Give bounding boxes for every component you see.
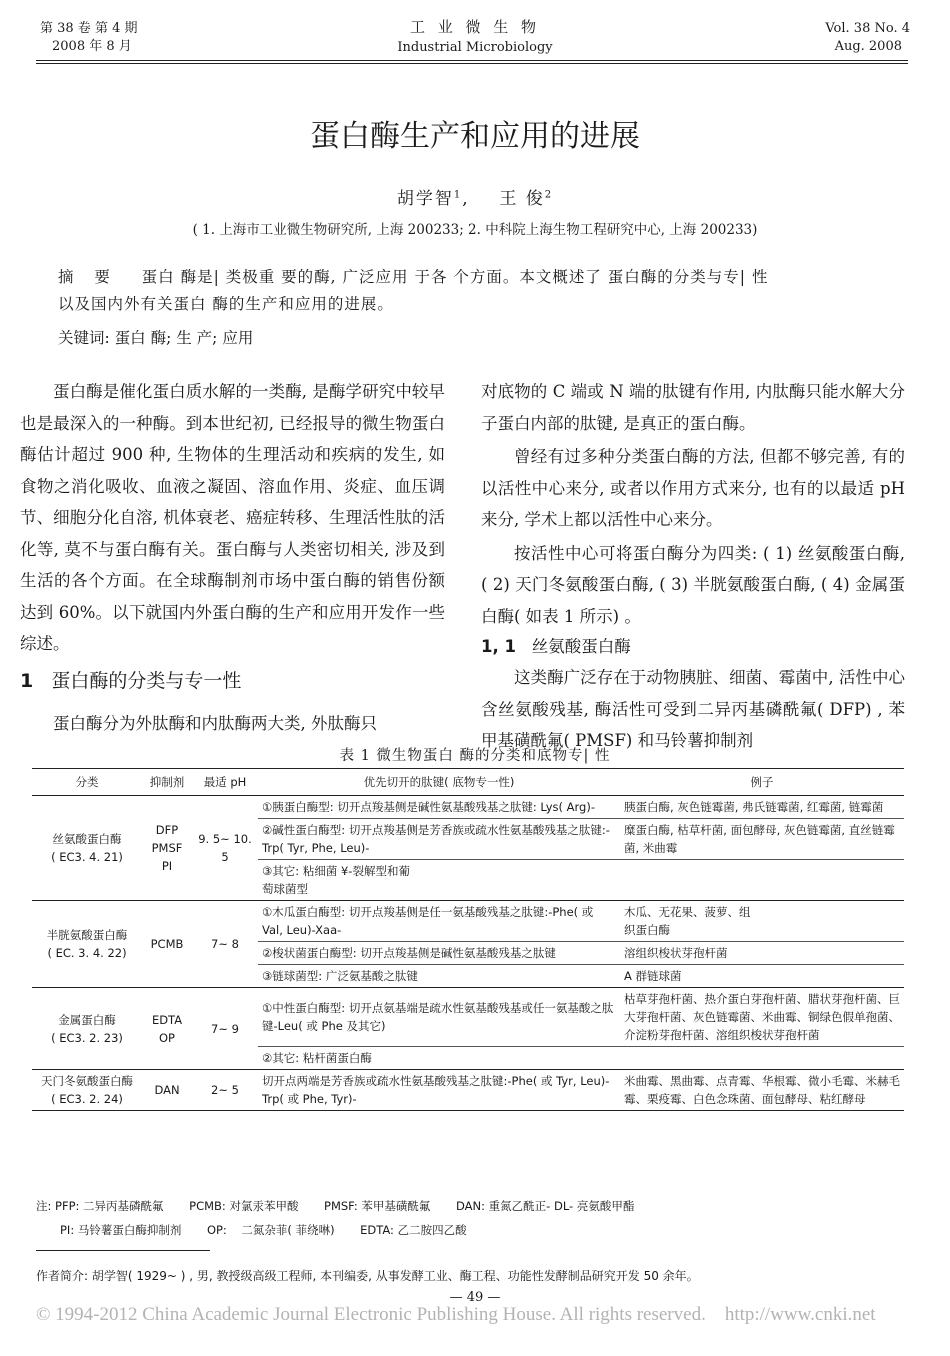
right-para-4: 这类酶广泛存在于动物胰脏、细菌、霉菌中, 活性中心含丝氨酸残基, 酶活性可受到二异丙基磷酰氟( DFP) , 苯甲基磺酰氟( PMSF) 和马铃薯抑制剂 <box>481 668 905 750</box>
metallo-ec: ( EC3. 2. 23) <box>51 1030 123 1045</box>
page-number: — 49 — <box>449 1290 501 1305</box>
author-line <box>0 184 950 209</box>
footnote-rule <box>36 1250 210 1251</box>
serine-ph: 9. 5~ 10. 5 <box>192 796 258 901</box>
serine-example-2: 糜蛋白酶, 枯草杆菌, 面包酵母, 灰色链霉菌, 直丝链霉菌, 米曲霉 <box>620 819 904 860</box>
table-row <box>32 1070 904 1111</box>
header-journal-en: Industrial Microbiology <box>397 40 553 55</box>
cysteine-inhibitor: PCMB <box>142 901 192 988</box>
serine-spec-2: ②碱性蛋白酶型: 切开点羧基侧是芳香族或疏水性氨基酸残基之肽键:-Trp( Tyr, Phe, Leu)- <box>258 819 620 860</box>
col-header-inhibitor: 抑制剂 <box>142 769 192 796</box>
serine-example-1: 胰蛋白酶, 灰色链霉菌, 弗氏链霉菌, 红霉菌, 链霉菌 <box>620 796 904 819</box>
header-journal-cn: 工 业 微 生 物 <box>409 18 541 36</box>
cysteine-ec: ( EC. 3. 4. 22) <box>47 946 127 960</box>
metallo-class-cell <box>32 988 142 1070</box>
cysteine-spec-2: ②梭状菌蛋白酶型: 切开点羧基侧是碱性氨基酸残基之肽键 <box>258 942 620 965</box>
metallo-inhibitor: EDTA OP <box>142 988 192 1070</box>
right-para-1: 对底物的 C 端或 N 端的肽键有作用, 内肽酶只能水解大分子蛋白内部的肽键, 是真正的蛋白酶。 <box>481 382 905 433</box>
abstract-line-2: 以及国内外有关蛋白 酶的生产和应用的进展。 <box>58 295 394 313</box>
author-1-affil: 1 <box>453 189 463 201</box>
left-para-classification: 蛋白酶分为外肽酶和内肽酶两大类, 外肽酶只 <box>53 713 377 733</box>
author-2-affil: 2 <box>544 189 554 201</box>
table-note-line-2: PI: 马铃薯蛋白酶抑制剂 OP: 二氮杂菲( 菲绕啉) EDTA: 乙二胺四乙酸 <box>60 1223 467 1237</box>
keywords-text: 蛋白 酶; 生 产; 应用 <box>114 329 254 347</box>
subsection-1-1-heading <box>481 632 905 662</box>
left-para-intro: 蛋白酶是催化蛋白质水解的一类酶, 是酶学研究中较早也是最深入的一种酶。到本世纪初, 已经报导的微生物蛋白酶估计超过 900 种, 生物体的生理活动和疾病的发生, 如食物之消化吸收、血液之凝固、溶血作用、炎症、血压调节、细胞分化自溶, 机体衰老、癌症转移、生理活性肽的活化等, 莫不与蛋白酶有关。蛋白酶与人类密切相关, 涉及到生活的各个方面。在全球酶制剂市场中蛋白酶的销售份额达到 60%。以下就国内外蛋白酶的生产和应用开发作一些综述。 <box>20 382 445 653</box>
cysteine-ph: 7~ 8 <box>192 901 258 988</box>
author-bio: 作者简介: 胡学智( 1929~ ) , 男, 教授级高级工程师, 本刊编委, 从事发酵工业、酶工程、功能性发酵制品研究开发 50 余年。 <box>36 1269 699 1283</box>
header-volume-en: Vol. 38 No. 4 <box>825 21 910 36</box>
cysteine-class: 半胱氨酸蛋白酶 <box>46 928 128 942</box>
aspartic-ec: ( EC3. 2. 24) <box>51 1092 123 1106</box>
right-column <box>481 376 905 757</box>
col-header-class: 分类 <box>32 769 142 796</box>
section-1-heading <box>20 666 445 696</box>
keywords-label: 关键词: <box>58 329 110 347</box>
header-rule-bottom <box>36 63 908 64</box>
header-date-en: Aug. 2008 <box>834 39 902 54</box>
page-title: 蛋白酶生产和应用的进展 <box>310 119 640 154</box>
table-header-row <box>32 769 904 796</box>
copyright-footer: © 1994-2012 China Academic Journal Electronic Publishing House. All rights reserved. http://www.cnki.net <box>36 1304 876 1325</box>
header-volume-cn: 第 38 卷 第 4 期 <box>40 21 138 36</box>
table-note-line-1: 注: PFP: 二异丙基磷酰氟 PCMB: 对氯汞苯甲酸 PMSF: 苯甲基磺酰氟 DAN: 重氮乙酰正- DL- 亮氨酸甲酯 <box>36 1199 635 1213</box>
author-1: 胡学智 <box>396 189 454 209</box>
right-para-3: 按活性中心可将蛋白酶分为四类: ( 1) 丝氨酸蛋白酶, ( 2) 天门冬氨酸蛋白酶, ( 3) 半胱氨酸蛋白酶, ( 4) 金属蛋白酶( 如表 1 所示) 。 <box>481 543 905 626</box>
table-row <box>32 988 904 1047</box>
abstract <box>58 264 918 318</box>
aspartic-spec: 切开点两端是芳香族或疏水性氨基酸残基之肽键:-Phe( 或 Tyr, Leu)-Trp( 或 Phe, Tyr)- <box>258 1070 620 1111</box>
cysteine-spec-1: ①木瓜蛋白酶型: 切开点羧基侧是任一氨基酸残基之肽键:-Phe( 或 Val, Leu)-Xaa- <box>258 901 620 942</box>
serine-inhibitor: DFP PMSF PI <box>142 796 192 901</box>
table-row <box>32 901 904 942</box>
metallo-example-1: 枯草芽孢杆菌、热介蛋白芽孢杆菌、腊状芽孢杆菌、巨大芽孢杆菌、灰色链霉菌、米曲霉、铜绿色假单孢菌、介淀粉芽孢杆菌、溶组织梭状芽孢杆菌 <box>620 988 904 1047</box>
cysteine-example-2: 溶组织梭状芽孢杆菌 <box>620 942 904 965</box>
serine-example-3 <box>620 860 904 901</box>
abstract-line-1: 蛋白 酶是| 类极重 要的酶, 广泛应用 于各 个方面。本文概述了 蛋白酶的分类与专| 性 <box>141 268 769 286</box>
abstract-label: 摘 要 <box>58 268 118 286</box>
keywords <box>58 326 253 348</box>
right-para-2: 曾经有过多种分类蛋白酶的方法, 但都不够完善, 有的以活性中心来分, 或者以作用方式来分, 也有的以最适 pH 来分, 学术上都以活性中心来分。 <box>481 447 905 529</box>
section-1-title: 蛋白酶的分类与专一性 <box>51 669 242 692</box>
cysteine-spec-3: ③链球菌型: 广泛氨基酸之肽键 <box>258 965 620 988</box>
serine-class: 丝氨酸蛋白酶 <box>52 832 122 846</box>
table-row <box>32 796 904 819</box>
serine-spec-1: ①胰蛋白酶型: 切开点羧基侧是碱性氨基酸残基之肽键: Lys( Arg)- <box>258 796 620 819</box>
table-1 <box>32 768 904 1111</box>
col-header-ph: 最适 pH <box>192 769 258 796</box>
aspartic-class: 天门冬氨酸蛋白酶 <box>41 1074 133 1088</box>
aspartic-inhibitor: DAN <box>142 1070 192 1111</box>
section-1-number: 1 <box>20 669 34 692</box>
cysteine-example-1: 木瓜、无花果、菠萝、组织蛋白酶 <box>620 901 904 942</box>
header-date-cn: 2008 年 8 月 <box>52 39 132 54</box>
subsection-1-1-title: 丝氨酸蛋白酶 <box>531 637 631 656</box>
serine-ec: ( EC3. 4. 21) <box>51 850 123 864</box>
aspartic-class-cell <box>32 1070 142 1111</box>
cysteine-example-3: A 群链球菌 <box>620 965 904 988</box>
cysteine-class-cell <box>32 901 142 988</box>
author-2: 王 俊 <box>499 189 545 209</box>
page-number-value: 49 <box>466 1290 484 1305</box>
col-header-specificity: 优先切开的肽键( 底物专一性) <box>258 769 620 796</box>
serine-class-cell <box>32 796 142 901</box>
aspartic-ph: 2~ 5 <box>192 1070 258 1111</box>
metallo-class: 金属蛋白酶 <box>58 1012 116 1027</box>
metallo-spec-1: ①中性蛋白酶型: 切开点氨基端是疏水性氨基酸残基或任一氨基酸之肽键-Leu( 或 Phe 及其它) <box>258 988 620 1047</box>
col-header-examples: 例子 <box>620 769 904 796</box>
subsection-1-1-number: 1, 1 <box>481 637 516 656</box>
left-column <box>20 376 445 739</box>
affiliation: ( 1. 上海市工业微生物研究所, 上海 200233; 2. 中科院上海生物工程研究中心, 上海 200233) <box>192 222 758 238</box>
header-rule-top <box>36 60 908 61</box>
metallo-spec-2: ②其它: 粘杆菌蛋白酶 <box>258 1047 620 1070</box>
aspartic-example: 米曲霉、黑曲霉、点青霉、华根霉、微小毛霉、米赫毛霉、栗疫霉、白色念珠菌、面包酵母、粘红酵母 <box>620 1070 904 1111</box>
metallo-example-2 <box>620 1047 904 1070</box>
table-1-caption: 表 1 微生物蛋白 酶的分类和底物专| 性 <box>339 748 611 764</box>
author-separator: , <box>462 189 470 209</box>
serine-spec-3: ③其它: 粘细菌 ¥-裂解型和葡萄球菌型 <box>258 860 620 901</box>
metallo-ph: 7~ 9 <box>192 988 258 1070</box>
